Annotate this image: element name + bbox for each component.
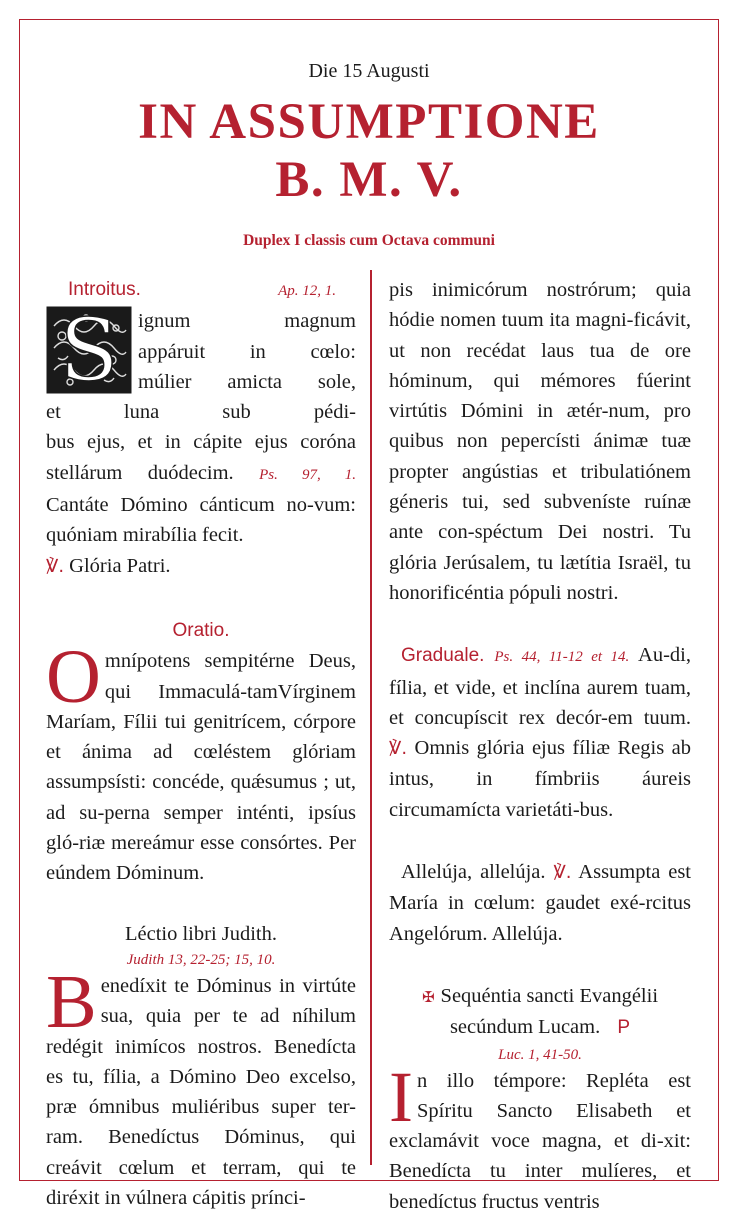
lectio-dropcap: B: [46, 959, 97, 1044]
introit-header: [46, 275, 356, 306]
lectio-heading: Léctio libri Judith.: [124, 922, 278, 945]
psalm-ref: Ps. 97, 1.: [259, 466, 356, 483]
introit-line: et luna sub pédi-: [46, 401, 356, 424]
left-column: [46, 275, 356, 1213]
graduale-ref: Ps. 44, 11-12 et 14.: [494, 649, 630, 666]
introit-rest: Cantáte Dómino cánticum no-vum: quóniam mirabília fecit.: [46, 494, 356, 547]
introit-line: bus ejus, et in cápite ejus coróna: [46, 431, 356, 454]
oratio-dropcap: O: [46, 635, 101, 720]
cross-icon: ✠: [421, 987, 435, 1006]
versicle-icon: ℣.: [46, 555, 65, 577]
versicle-icon: ℣.: [389, 738, 408, 760]
gospel-ref: Luc. 1, 41-50.: [498, 1046, 582, 1063]
gospel-dropcap: I: [389, 1056, 413, 1137]
introit-line: múlier amicta sole,: [138, 370, 356, 393]
feast-title: [0, 93, 738, 209]
gloria-patri: Glória Patri.: [69, 554, 171, 577]
feast-title-line2: B. M. V.: [275, 152, 463, 208]
gospel-heading: ✠ Sequéntia sancti Evangélii secúndum Lucam. P: [421, 984, 659, 1039]
versicle-icon: ℣.: [553, 862, 572, 884]
oratio-text: Omnípotens sempitérne Deus, qui Immaculá-tamVírginem Maríam, Fílii tui genitrícem, córpore et ánima ad cœléstem glóriam assumpsísti: concéde, quǽsumus ; ut, ad su-perna semper inténti, ipsíus gló-riæ mereámur esse consórtes. Per eúndem Dóminum.: [46, 635, 356, 885]
lectio-continuation: pis inimicórum nostrórum; quia hódie nomen tuum ita magni-ficávit, ut non recédat laus tua de ore hóminum, qui mémores fúerint virtútis Dómini in ætér-num, pro quibus non pepercísti ánimæ tuæ propter angústias et tribulatiónem géneris tui, sed subveníste ruínæ ante con-spéctum Dei nostri. Tu glória Jerúsalem, tu lætítia Israël, tu honorificéntia pópuli nostri.: [389, 279, 691, 604]
introit-heading: Introitus.: [68, 279, 141, 300]
feast-rank: Duplex I classis cum Octava communi: [243, 232, 495, 249]
feast-date: Die 15 Augusti: [308, 60, 430, 82]
graduale-text: Graduale. Ps. 44, 11-12 et 14. Au-di, fília, et vide, et inclína aurem tuam, et concupíscit rex decór-em tuum. ℣. Omnis glória ejus fíliæ Regis ab intus, in fímbriis áureis circumamícta varietáti-bus.: [389, 644, 691, 821]
lectio-ref: Judith 13, 22-25; 15, 10.: [126, 951, 276, 968]
alleluia-text: Allelúja, allelúja. ℣. Assumpta est María in cœlum: gaudet exé-rcitus Angelórum. Allelúja.: [389, 861, 691, 945]
introit-line: ignum magnum: [138, 310, 356, 333]
introit-text: [46, 306, 356, 582]
oratio-heading: Oratio.: [172, 619, 230, 641]
column-divider: [370, 270, 372, 1165]
svg-text:S: S: [59, 306, 119, 395]
introit-ref: Ap. 12, 1.: [278, 283, 336, 299]
gospel-text: In illo témpore: Repléta est Spíritu Sancto Elisabeth et exclamávit voce magna, et di-xit: Benedícta tu inter mulíeres, et benedíctus fructus ventris: [389, 1056, 691, 1213]
right-column: [389, 275, 691, 1217]
graduale-heading: Graduale.: [401, 645, 485, 667]
gospel-mark: P: [617, 1017, 631, 1039]
introit-line: stellárum duódecim.: [46, 461, 234, 484]
introit-line: appáruit in cœlo:: [138, 340, 356, 363]
ornamental-dropcap-s-icon: [46, 306, 132, 394]
lectio-text: Benedíxit te Dóminus in virtúte sua, quia per te ad níhilum redégit inimícos nostros. Benedícta es tu, fília, a Dómino Deo excelso, præ ómnibus muliéribus super ter-ram. Benedíctus Dóminus, qui creávit cœlum et terram, qui te diréxit in vúlnera cápitis prínci-: [46, 959, 356, 1210]
feast-title-line1: IN ASSUMPTIONE: [138, 94, 600, 150]
